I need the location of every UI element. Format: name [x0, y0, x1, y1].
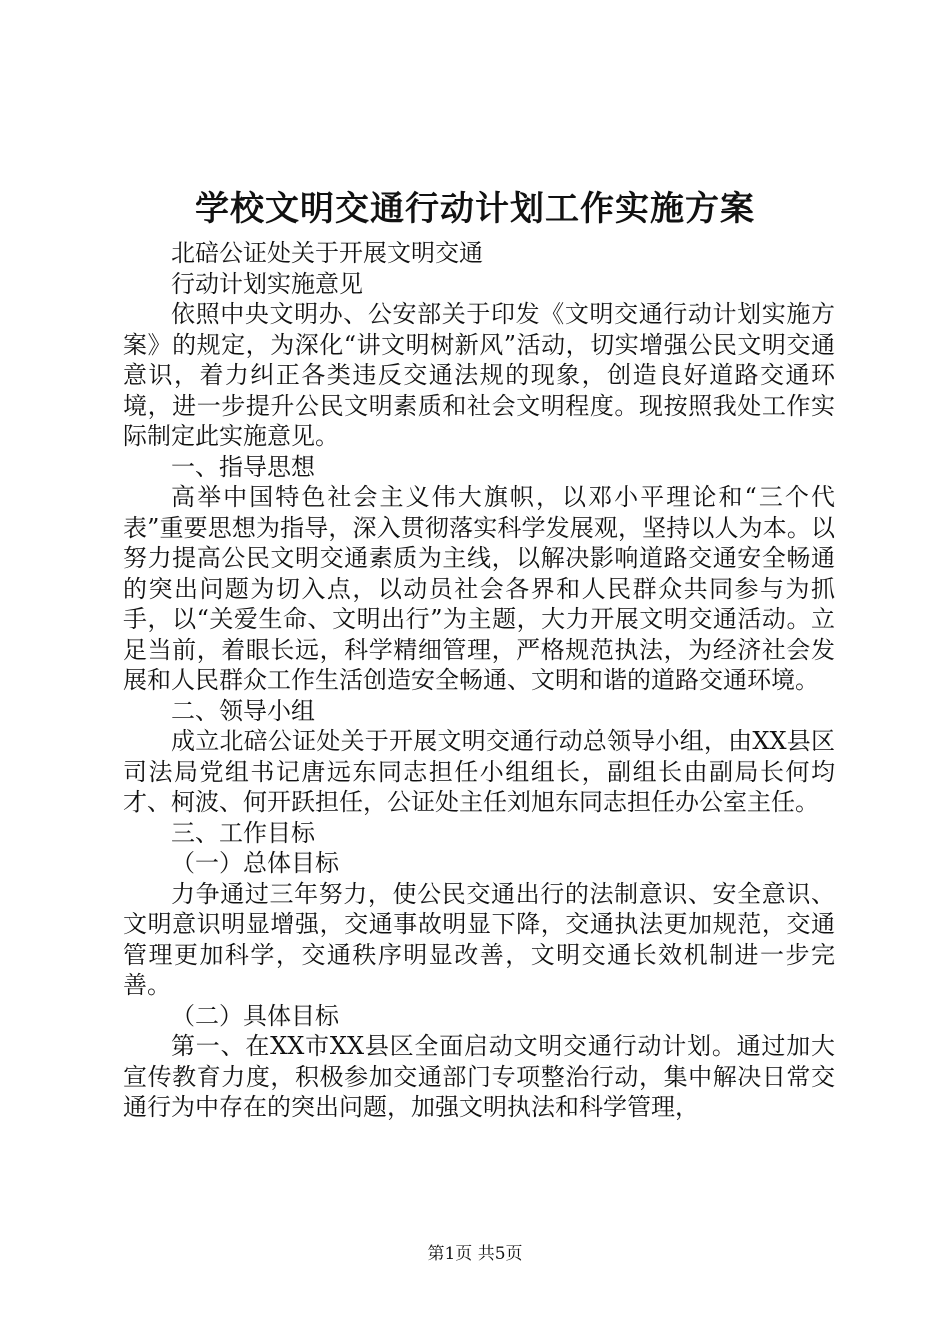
paragraph-overall-goal: 力争通过三年努力，使公民交通出行的法制意识、安全意识、文明意识明显增强，交通事故明显下降，交通执法更加规范，交通管理更加科学，交通秩序明显改善，文明交通长效机制进一步完善。 — [123, 879, 835, 999]
section-heading-guiding-ideology: 一、指导思想 — [171, 452, 315, 481]
page-number-footer: 第1页 共5页 — [427, 1244, 523, 1264]
paragraph-heading-line-2: 行动计划实施意见 — [171, 269, 363, 298]
paragraph-intro: 依照中央文明办、公安部关于印发《文明交通行动计划实施方案》的规定，为深化“讲文明树新风”活动，切实增强公民文明交通意识，着力纠正各类违反交通法规的现象，创造良好道路交通环境，进一步提升公民文明素质和社会文明程度。现按照我处工作实际制定此实施意见。 — [123, 300, 835, 450]
section-heading-work-goals: 三、工作目标 — [171, 818, 315, 847]
subsection-heading-specific-goals: （二）具体目标 — [171, 1001, 339, 1030]
paragraph-specific-goals: 第一、在XX市XX县区全面启动文明交通行动计划。通过加大宣传教育力度，积极参加交通部门专项整治行动，集中解决日常交通行为中存在的突出问题，加强文明执法和科学管理， — [123, 1032, 835, 1121]
document-body — [123, 238, 835, 1123]
paragraph-leadership-group: 成立北碚公证处关于开展文明交通行动总领导小组，由XX县区司法局党组书记唐远东同志担任小组组长，副组长由副局长何均才、柯波、何开跃担任，公证处主任刘旭东同志担任办公室主任。 — [123, 727, 835, 816]
document-title: 学校文明交通行动计划工作实施方案 — [195, 189, 755, 229]
section-heading-leadership-group: 二、领导小组 — [171, 696, 315, 725]
subsection-heading-overall-goal: （一）总体目标 — [171, 849, 339, 877]
paragraph-guiding-ideology: 高举中国特色社会主义伟大旗帜，以邓小平理论和“三个代表”重要思想为指导，深入贯彻落实科学发展观，坚持以人为本。以努力提高公民文明交通素质为主线，以解决影响道路交通安全畅通的突出问题为切入点，以动员社会各界和人民群众共同参与为抓手，以“关爱生命、文明出行”为主题，大力开展文明交通活动。立足当前，着眼长远，科学精细管理，严格规范执法，为经济社会发展和人民群众工作生活创造安全畅通、文明和谐的道路交通环境。 — [123, 483, 835, 694]
paragraph-heading-line-1: 北碚公证处关于开展文明交通 — [171, 239, 483, 267]
